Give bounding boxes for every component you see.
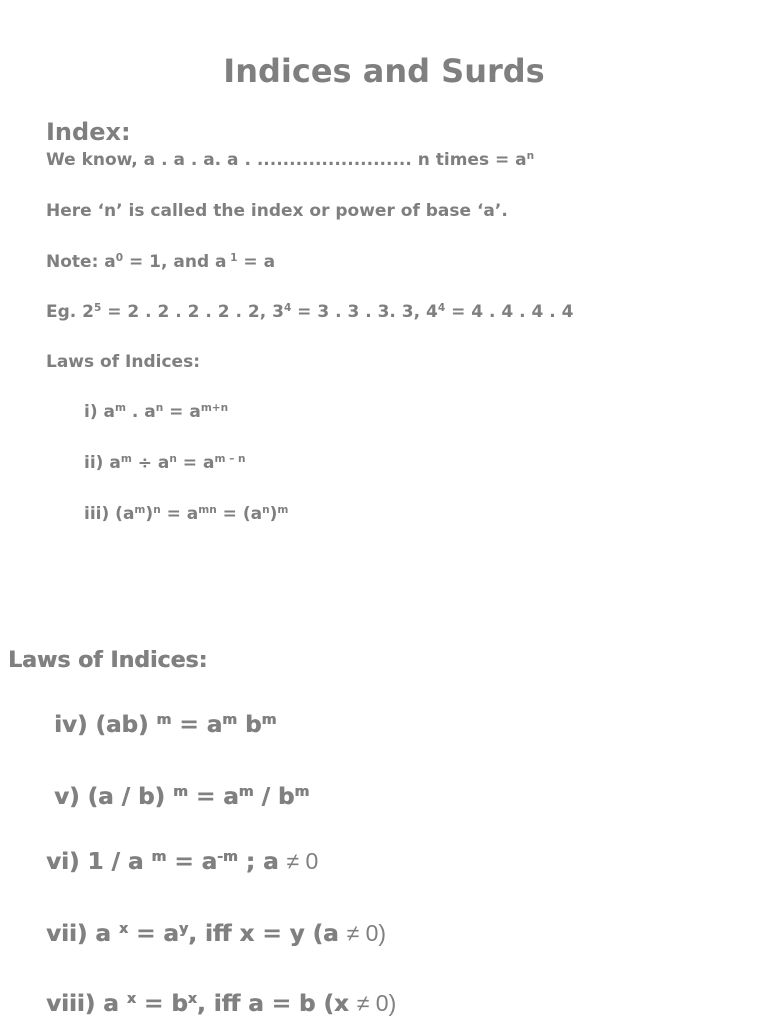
law-viii-sup: x [187,991,197,1008]
law-iii-text: = (a [216,504,263,524]
law-iii-sup: n [153,504,161,517]
law-iv-sup: m [156,712,172,729]
law-iii-sup: mn [198,504,217,517]
law-iv-text: = a [171,712,223,738]
law-vi-text: vi) 1 / a [46,849,152,875]
example-sup-3: 4 [437,302,446,315]
law-vii-sup: x [118,921,129,938]
laws-heading-1: Laws of Indices: [46,352,200,372]
index-explanation: Here ‘n’ is called the index or power of base ‘a’. [46,201,508,221]
example-prefix: Eg. 2 [46,302,94,322]
law-iii-sup: n [262,504,270,517]
law-v-sup: m [294,784,310,801]
law-iii-sup: m [277,504,289,517]
law-v-text: v) (a / b) [54,784,173,810]
law-i-text: . a [125,402,156,422]
law-i-text: = a [163,402,201,422]
law-iv-sup: m [261,712,277,729]
law-iii-text: ) [145,504,154,524]
law-ii-sup: n [169,453,177,466]
law-viii-text: viii) a [46,991,127,1017]
law-vii [46,920,386,947]
law-vii-text: vii) a [46,921,119,947]
law-vii-condition: ≠ 0) [346,920,387,946]
law-iii [84,504,288,524]
note-mid: = 1, and a [123,252,227,272]
law-v [54,784,309,810]
example-sup-2: 4 [283,302,292,315]
example-line [46,302,573,322]
example-part-3: = 4 . 4 . 4 . 4 [445,302,574,322]
law-v-sup: m [238,784,254,801]
law-i-text: i) a [84,402,115,422]
law-viii-text: , iff a = b (x [196,991,357,1017]
note-suffix: = a [237,252,276,272]
law-iv-text: iv) (ab) [54,712,157,738]
law-ii-text: ÷ a [131,453,170,473]
law-vii-sup: y [178,921,189,938]
definition-text: We know, a . a . a. a . ........................ n times = a [46,150,527,170]
note-sup-1: 0 [115,252,124,265]
law-vi-text: = a [166,849,218,875]
law-vi-text: ; a [237,849,287,875]
note-prefix: Note: a [46,252,116,272]
law-iv-sup: m [222,712,237,729]
law-iii-text: iii) (a [84,504,135,524]
law-iii-text: = a [160,504,199,524]
example-sup-1: 5 [94,302,102,315]
law-vii-text: = a [128,921,179,947]
law-vi-sup: m [151,849,167,866]
law-vii-text: , iff x = y (a [188,921,347,947]
page-title: Indices and Surds [223,52,545,90]
law-iv-text: b [236,712,262,738]
law-i-sup: n [155,402,164,415]
law-ii-sup: m – n [214,453,246,466]
law-ii [84,453,246,473]
note-line [46,252,275,272]
law-vi-condition: ≠ 0 [286,848,319,874]
law-v-text: = a [187,784,239,810]
law-ii-text: = a [176,453,215,473]
index-heading: Index: [46,118,131,146]
law-iv [54,712,276,738]
law-i-sup: m+n [200,402,229,415]
law-v-text: / b [253,784,295,810]
law-iii-text: ) [269,504,278,524]
law-viii-condition: ≠ 0) [356,990,397,1016]
law-vi-sup: -m [217,849,238,866]
law-viii [46,990,396,1017]
law-viii-text: = b [135,991,188,1017]
example-part-1: = 2 . 2 . 2 . 2 . 2, 3 [101,302,284,322]
definition-line [46,150,534,170]
law-vi [46,848,318,875]
example-part-2: = 3 . 3 . 3. 3, 4 [291,302,438,322]
law-iii-sup: m [134,504,146,517]
law-i-sup: m [115,402,126,415]
law-v-sup: m [172,784,188,801]
note-sup-2: 1 [226,252,238,265]
law-i [84,402,228,422]
law-ii-sup: m [120,453,132,466]
laws-heading-2: Laws of Indices: [8,648,208,673]
definition-sup: n [526,150,535,163]
law-ii-text: ii) a [84,453,121,473]
law-viii-sup: x [126,991,136,1008]
